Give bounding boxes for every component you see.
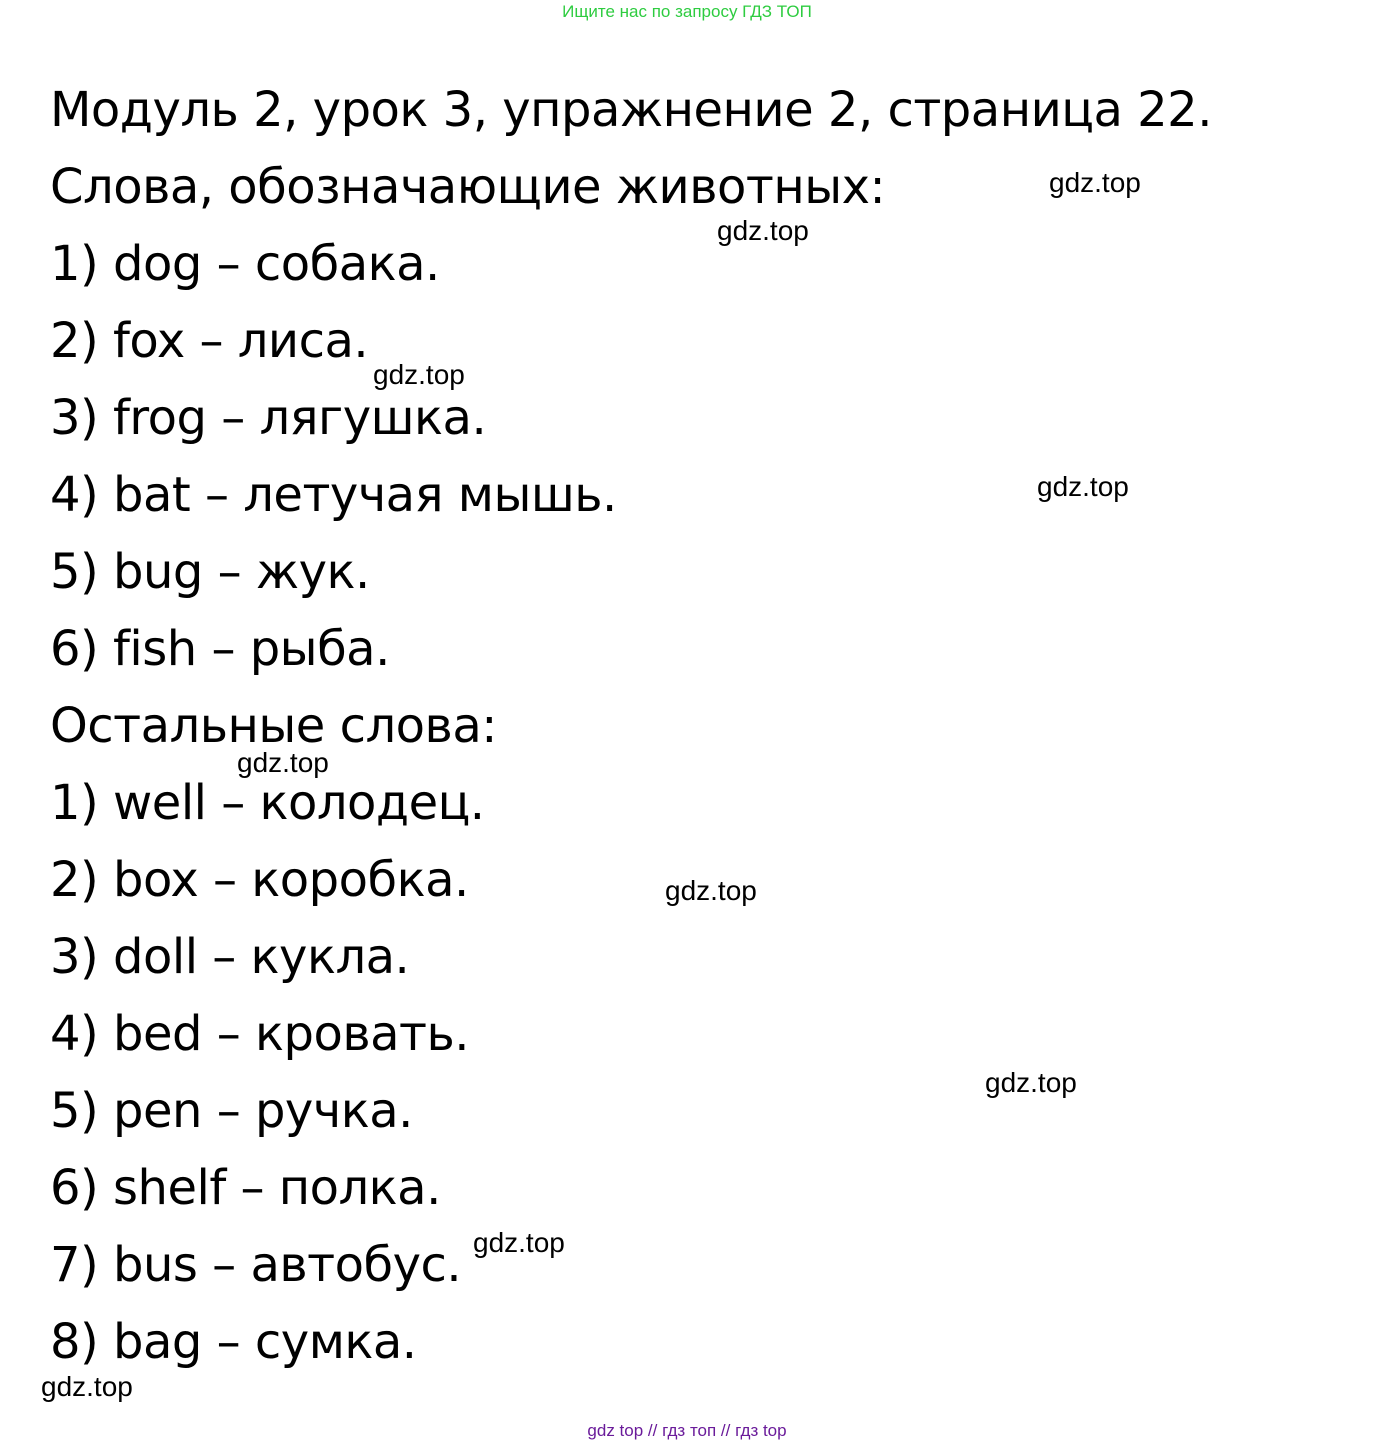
- footer-links: gdz top // гдз топ // гдз top: [587, 1421, 787, 1440]
- watermark: gdz.top: [473, 1227, 565, 1258]
- watermark: gdz.top: [1037, 471, 1129, 502]
- animal-item: 1) dog – собака.: [50, 236, 440, 292]
- other-item: 6) shelf – полка.: [50, 1160, 441, 1216]
- animal-item: 6) fish – рыба.: [50, 621, 390, 677]
- watermark: gdz.top: [373, 359, 465, 390]
- animals-heading: Слова, обозначающие животных:: [50, 159, 886, 215]
- top-banner: Ищите нас по запросу ГДЗ ТОП: [562, 2, 812, 21]
- animal-item: 5) bug – жук.: [50, 544, 370, 600]
- other-item: 5) pen – ручка.: [50, 1083, 413, 1139]
- other-item: 7) bus – автобус.: [50, 1237, 462, 1293]
- page-title: Модуль 2, урок 3, упражнение 2, страница 22.: [50, 82, 1212, 138]
- watermark: gdz.top: [1049, 167, 1141, 198]
- other-item: 8) bag – сумка.: [50, 1314, 417, 1370]
- other-item: 2) box – коробка.: [50, 852, 469, 908]
- watermark: gdz.top: [665, 875, 757, 906]
- animal-item: 3) frog – лягушка.: [50, 390, 487, 446]
- watermark: gdz.top: [985, 1067, 1077, 1098]
- exercise-content: [50, 72, 1350, 1381]
- watermark: gdz.top: [717, 215, 809, 246]
- other-item: 4) bed – кровать.: [50, 1006, 470, 1062]
- watermark: gdz.top: [41, 1371, 133, 1402]
- animal-item: 4) bat – летучая мышь.: [50, 467, 617, 523]
- other-item: 3) doll – кукла.: [50, 929, 410, 985]
- other-heading: Остальные слова:: [50, 698, 497, 754]
- animal-item: 2) fox – лиса.: [50, 313, 369, 369]
- other-item: 1) well – колодец.: [50, 775, 485, 831]
- watermark: gdz.top: [237, 747, 329, 778]
